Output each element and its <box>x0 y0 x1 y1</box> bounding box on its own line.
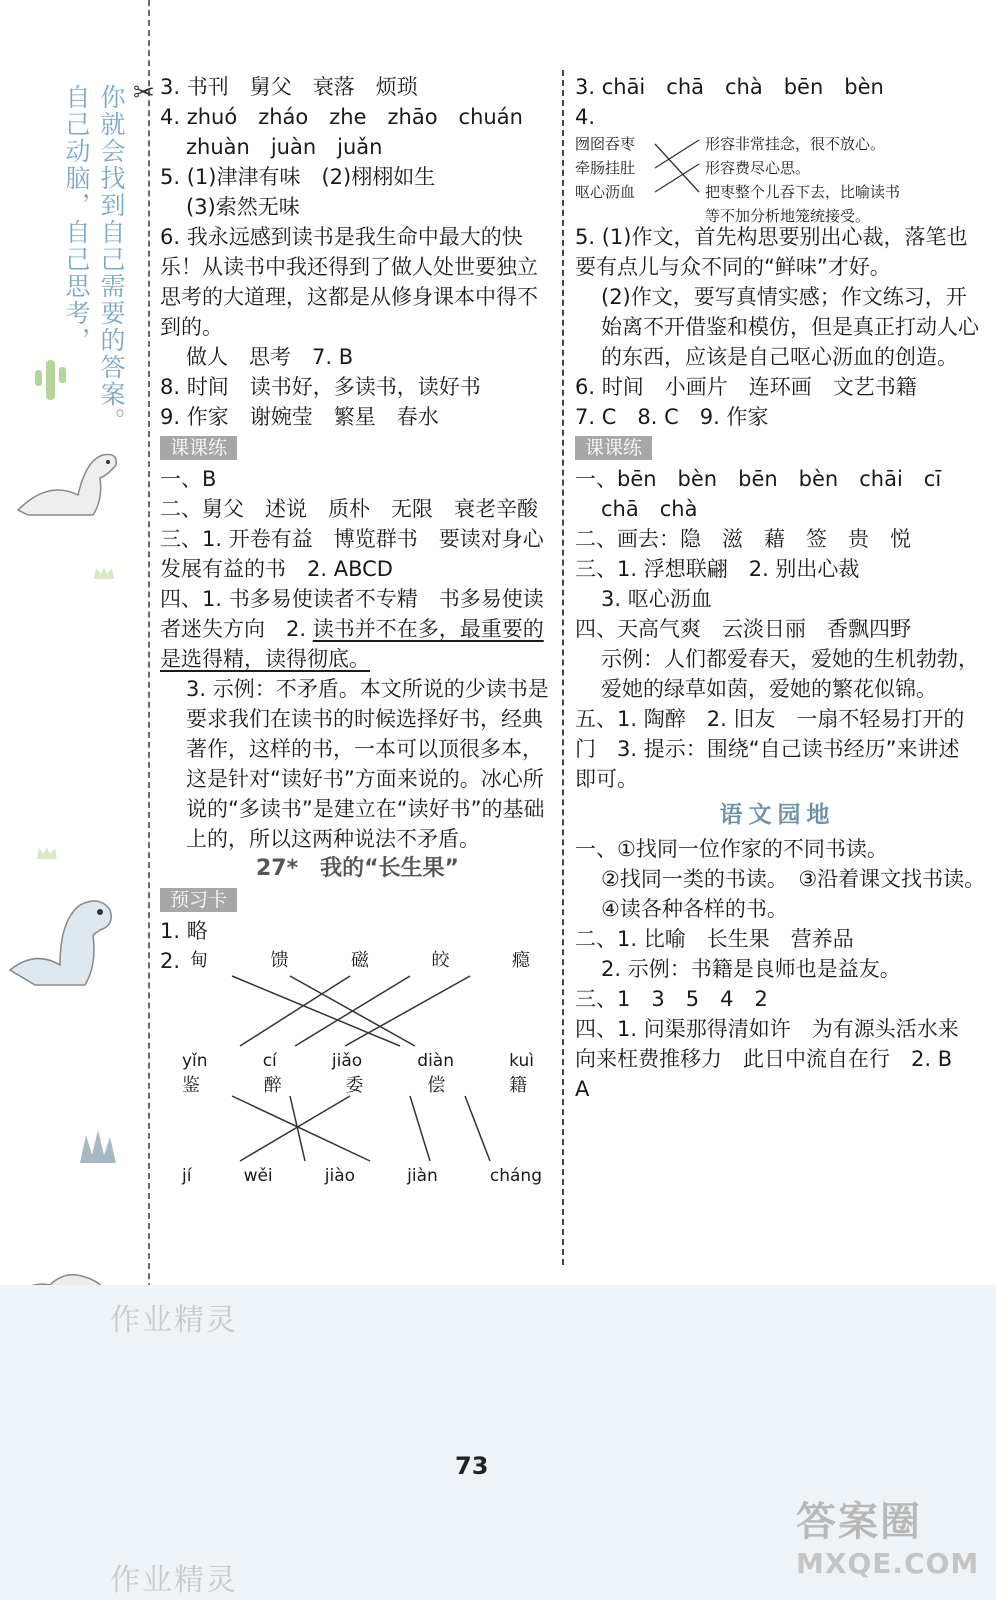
pinyin: jiǎo <box>331 1051 363 1071</box>
right-column <box>575 72 996 1104</box>
answer-paragraph: 5. (1)作文，首先构思要别出心裁，落笔也要有点儿与众不同的“鲜味”才好。 <box>575 225 968 279</box>
answer-line: 三、1. 浮想联翩 2. 别出心裁 <box>575 557 860 581</box>
answer-line: 四、天高气爽 云淡日丽 香飘四野 <box>575 617 911 641</box>
answer-line: 一、①找同一位作家的不同书读。 <box>575 837 888 861</box>
answer-paragraph: 3. 示例：不矛盾。本文所说的少读书是要求我们在读书的时候选择好书，经典著作，这样的书，一本可以顶很多本，这是针对“读好书”方面来说的。冰心所说的“多读书”是建立在“读好书”的基础上的，所以这两种说法不矛盾。 <box>186 677 549 851</box>
answer-line: 做人 思考 7. B <box>186 345 354 369</box>
char: 偿 <box>427 1075 446 1096</box>
answer-line: 4. zhuó zháo zhe zhāo chuán <box>160 105 523 129</box>
pinyin: jiàn <box>407 1166 438 1186</box>
answer-line: 8. 时间 读书好，多读书，读好书 <box>160 375 481 399</box>
pinyin: jiào <box>324 1166 356 1186</box>
answer-line: 2. 示例：书籍是良师也是益友。 <box>601 957 901 981</box>
pinyin: jí <box>182 1166 192 1186</box>
matching-lines <box>653 132 703 204</box>
section-title: 语文园地 <box>719 802 836 828</box>
page-number: 73 <box>455 1452 489 1480</box>
idiom: 呕心沥血 <box>575 183 636 201</box>
char: 委 <box>345 1075 364 1096</box>
meaning: 形容非常挂念，很不放心。 <box>705 135 886 153</box>
meaning: 把枣整个儿吞下去，比喻读书 <box>705 183 901 201</box>
answer-line: 4. <box>575 105 596 129</box>
column-divider <box>562 70 564 1265</box>
answer-line: 3. 书刊 舅父 衰落 烦琐 <box>160 75 418 99</box>
answer-line: chā chà <box>601 497 698 521</box>
answer-line: 5. (1)津津有味 (2)栩栩如生 <box>160 165 436 189</box>
answer-line: 7. C 8. C 9. 作家 <box>575 405 769 429</box>
answer-line: 3. chāi chā chà bēn bèn <box>575 75 884 99</box>
answer-line: 1. 略 <box>160 919 208 943</box>
idiom: 囫囵吞枣 <box>575 135 636 153</box>
cactus-icon <box>30 355 70 405</box>
answer-text: 四、1. 书多易使读者不专精 书多易使读者迷失方向 2. <box>160 587 544 641</box>
idiom: 牵肠挂肚 <box>575 159 636 177</box>
question-number: 2. <box>160 949 181 973</box>
answer-line: (3)索然无味 <box>186 195 300 219</box>
logo-url: MXQE.COM <box>796 1547 980 1580</box>
answer-paragraph: 示例：人们都爱春天，爱她的生机勃勃，爱她的绿草如茵，爱她的繁花似锦。 <box>601 647 979 701</box>
answer-paragraph: 五、1. 陶醉 2. 旧友 一扇不轻易打开的门 3. 提示：围绕“自己读书经历”来讲述即可。 <box>575 707 965 791</box>
watermark: 作业精灵 <box>110 1303 238 1338</box>
idiom-matching <box>575 132 980 225</box>
matching-exercise <box>160 946 555 1196</box>
pinyin: yǐn <box>182 1051 208 1071</box>
chapter-title: 27* 我的“长生果” <box>255 856 460 881</box>
answer-paragraph: (2)作文，要写真情实感；作文练习，开始离不开借鉴和模仿，但是真正打动人心的东西，应该是自己呕心沥血的创造。 <box>601 285 979 369</box>
char: 籍 <box>509 1075 527 1096</box>
char: 醉 <box>263 1075 282 1096</box>
section-tag: 预习卡 <box>160 888 237 912</box>
char: 鉴 <box>182 1075 200 1096</box>
answer-paragraph: 6. 我永远感到读书是我生命中最大的快乐！从读书中我还得到了做人处世要独立思考的大道理，这都是从修身课本中得不到的。 <box>160 225 538 339</box>
char: 皎 <box>431 950 450 971</box>
char: 磁 <box>351 950 369 971</box>
answer-paragraph: ②找同一类的书读。 ③沿着课文找书读。 ④读各种各样的书。 <box>601 867 996 921</box>
crown-icon <box>92 565 116 581</box>
crown-icon <box>35 845 59 861</box>
site-logo <box>796 1490 980 1590</box>
logo-text: 答案圈 <box>796 1499 922 1545</box>
meaning: 等不加分析地笼统接受。 <box>705 207 871 225</box>
answer-paragraph <box>160 584 555 674</box>
underlined-answer: 读书并不在多，最重要的是选得精，读得彻底。 <box>160 617 544 671</box>
answer-line: 二、画去：隐 滋 藉 签 贵 悦 <box>575 527 911 551</box>
answer-paragraph: 二、舅父 述说 质朴 无限 衰老辛酸 <box>160 497 538 521</box>
pinyin: cí <box>262 1051 277 1071</box>
pinyin: cháng <box>489 1166 542 1186</box>
pinyin: wěi <box>243 1166 273 1186</box>
section-tag: 课课练 <box>160 436 237 460</box>
answer-paragraph: 三、1. 开卷有益 博览群书 要读对身心发展有益的书 2. ABCD <box>160 527 544 581</box>
answer-line: 3. 呕心沥血 <box>601 587 712 611</box>
slogan-col2: 自己动脑，自己思考， <box>62 84 91 354</box>
pinyin: diàn <box>417 1051 454 1071</box>
char: 甸 <box>190 950 208 971</box>
answer-line: 三、1 3 5 4 2 <box>575 987 768 1011</box>
answer-line: 一、bēn bèn bēn bèn chāi cī <box>575 467 942 491</box>
scissors-icon: ✂ <box>133 78 155 108</box>
answer-line: 二、1. 比喻 长生果 营养品 <box>575 927 854 951</box>
dinosaur-icon <box>8 440 138 530</box>
left-column <box>160 72 555 1196</box>
meaning: 形容费尽心思。 <box>705 159 811 177</box>
slogan-col1: 你就会找到自己需要的答案。 <box>97 84 126 435</box>
answer-line: 9. 作家 谢婉莹 繁星 春水 <box>160 405 439 429</box>
answer-line: zhuàn juàn juǎn <box>186 135 383 159</box>
answer-paragraph: 四、1. 问渠那得清如许 为有源头活水来 向来枉费推移力 此日中流自在行 2. B A <box>575 1017 980 1101</box>
section-tag: 课课练 <box>575 436 652 460</box>
watermark: 作业精灵 <box>110 1563 238 1598</box>
char: 瘾 <box>512 950 530 971</box>
char: 馈 <box>270 950 289 971</box>
answer-line: 6. 时间 小画片 连环画 文艺书籍 <box>575 375 917 399</box>
answer-line: 一、B <box>160 467 217 491</box>
dinosaur-icon <box>5 890 125 1000</box>
pinyin: kuì <box>509 1051 534 1071</box>
grass-icon <box>78 1125 118 1165</box>
